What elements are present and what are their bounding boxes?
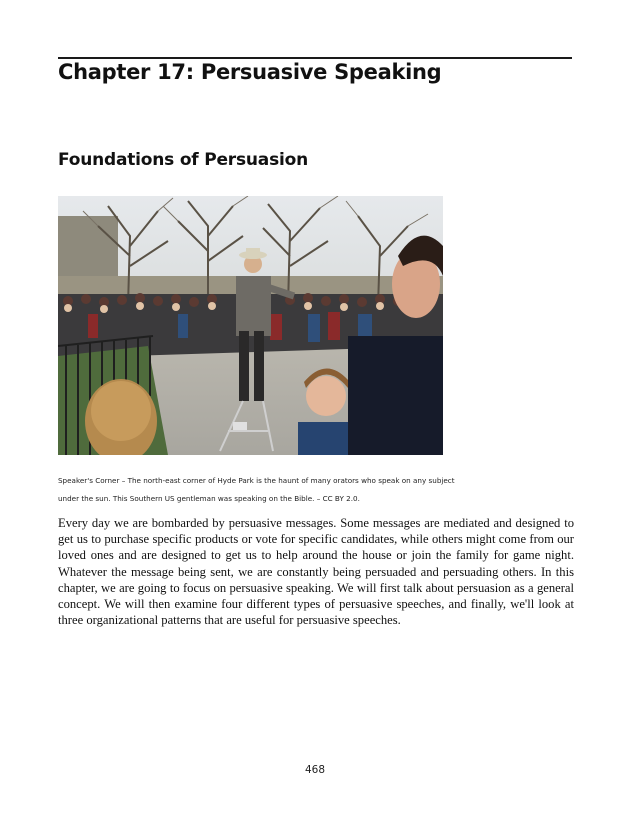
speakers-corner-photo <box>58 196 443 455</box>
chapter-title: Chapter 17: Persuasive Speaking <box>58 60 442 84</box>
section-title: Foundations of Persuasion <box>58 150 309 170</box>
header-rule <box>58 57 572 59</box>
page-number: 468 <box>304 764 326 776</box>
body-paragraph: Every day we are bombarded by persuasive messages. Some messages are mediated and designed to get us to purchase specific products or vote for specific candidates, while others might come from our loved ones and are designed to get us to help around the house or join the family for game night. Whatever the message being sent, we are constantly being persuaded and persuading others. In this chapter, we are going to focus on persuasive speaking. We will first talk about persuasion as a general concept. We will then examine four different types of persuasive speeches, and finally, we'll look at three organizational patterns that are useful for persuasive speeches. <box>58 516 574 628</box>
figure-caption: Speaker's Corner – The north-east corner of Hyde Park is the haunt of many orators who speak on any subject under the sun. This Southern US gentleman was speaking on the Bible. – CC BY 2.0. <box>58 476 455 503</box>
